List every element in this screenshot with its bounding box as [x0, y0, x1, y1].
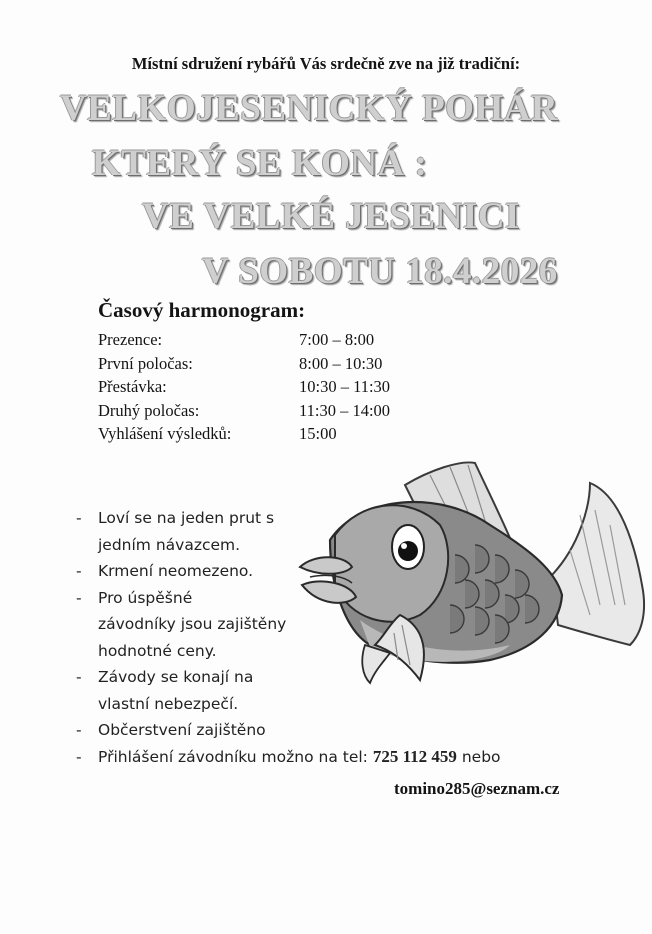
headline-line-1: VELKOJESENICKÝ POHÁR [60, 88, 559, 129]
dash-bullet: - [76, 562, 82, 580]
dash-bullet: - [76, 721, 82, 739]
dash-bullet: - [76, 747, 82, 766]
email-address: tomino285@seznam.cz [394, 779, 560, 798]
schedule-time: 8:00 – 10:30 [299, 353, 383, 373]
fish-lips [300, 557, 352, 574]
list-item [76, 744, 501, 771]
schedule-row [98, 422, 428, 446]
schedule-row [98, 352, 428, 376]
list-item: - Krmení neomezeno. [76, 558, 501, 585]
dash-bullet: - [76, 668, 82, 686]
schedule-label: První poločas: [98, 353, 193, 373]
schedule-label: Druhý poločas: [98, 400, 200, 420]
headline-line-3: VE VELKÉ JESENICI [142, 196, 520, 237]
dash-bullet: - [76, 509, 82, 527]
schedule-table [98, 328, 428, 446]
schedule-title: Časový harmonogram: [98, 298, 306, 322]
headline-line-4: V SOBOTU 18.4.2026 [202, 251, 558, 292]
headline-line-2: KTERÝ SE KONÁ : [92, 143, 428, 184]
cartoon-fish-illustration [290, 455, 652, 710]
list-item: - Pro úspěšné závodníky jsou zajištěny hodnotné ceny. [76, 585, 501, 665]
schedule-label: Prezence: [98, 330, 163, 349]
dash-bullet: - [76, 588, 82, 607]
schedule-row [98, 399, 428, 423]
schedule-label: Přestávka: [98, 377, 167, 397]
schedule-time: 10:30 – 11:30 [299, 377, 391, 397]
schedule-row [98, 375, 428, 399]
list-item: - Loví se na jeden prut s jedním návazcem. [76, 505, 501, 558]
schedule-time: 15:00 [299, 424, 337, 444]
fish-head [335, 505, 448, 621]
schedule-row [98, 328, 428, 352]
phone-number: 725 112 459 [372, 746, 457, 766]
list-item: - Závody se konají na vlastní nebezpečí. [76, 664, 501, 717]
registration-suffix: nebo [461, 747, 501, 766]
schedule-time: 11:30 – 14:00 [299, 400, 391, 420]
schedule-time: 7:00 – 8:00 [299, 330, 375, 349]
registration-text: Přihlášení závodníku možno na tel: [98, 747, 368, 766]
fish-tail [552, 483, 644, 645]
list-item: - Občerstvení zajištěno [76, 717, 501, 744]
intro-text: Místní sdružení rybářů Vás srdečně zve na již tradiční: [131, 54, 521, 73]
schedule-label: Vyhlášení výsledků: [98, 424, 232, 444]
